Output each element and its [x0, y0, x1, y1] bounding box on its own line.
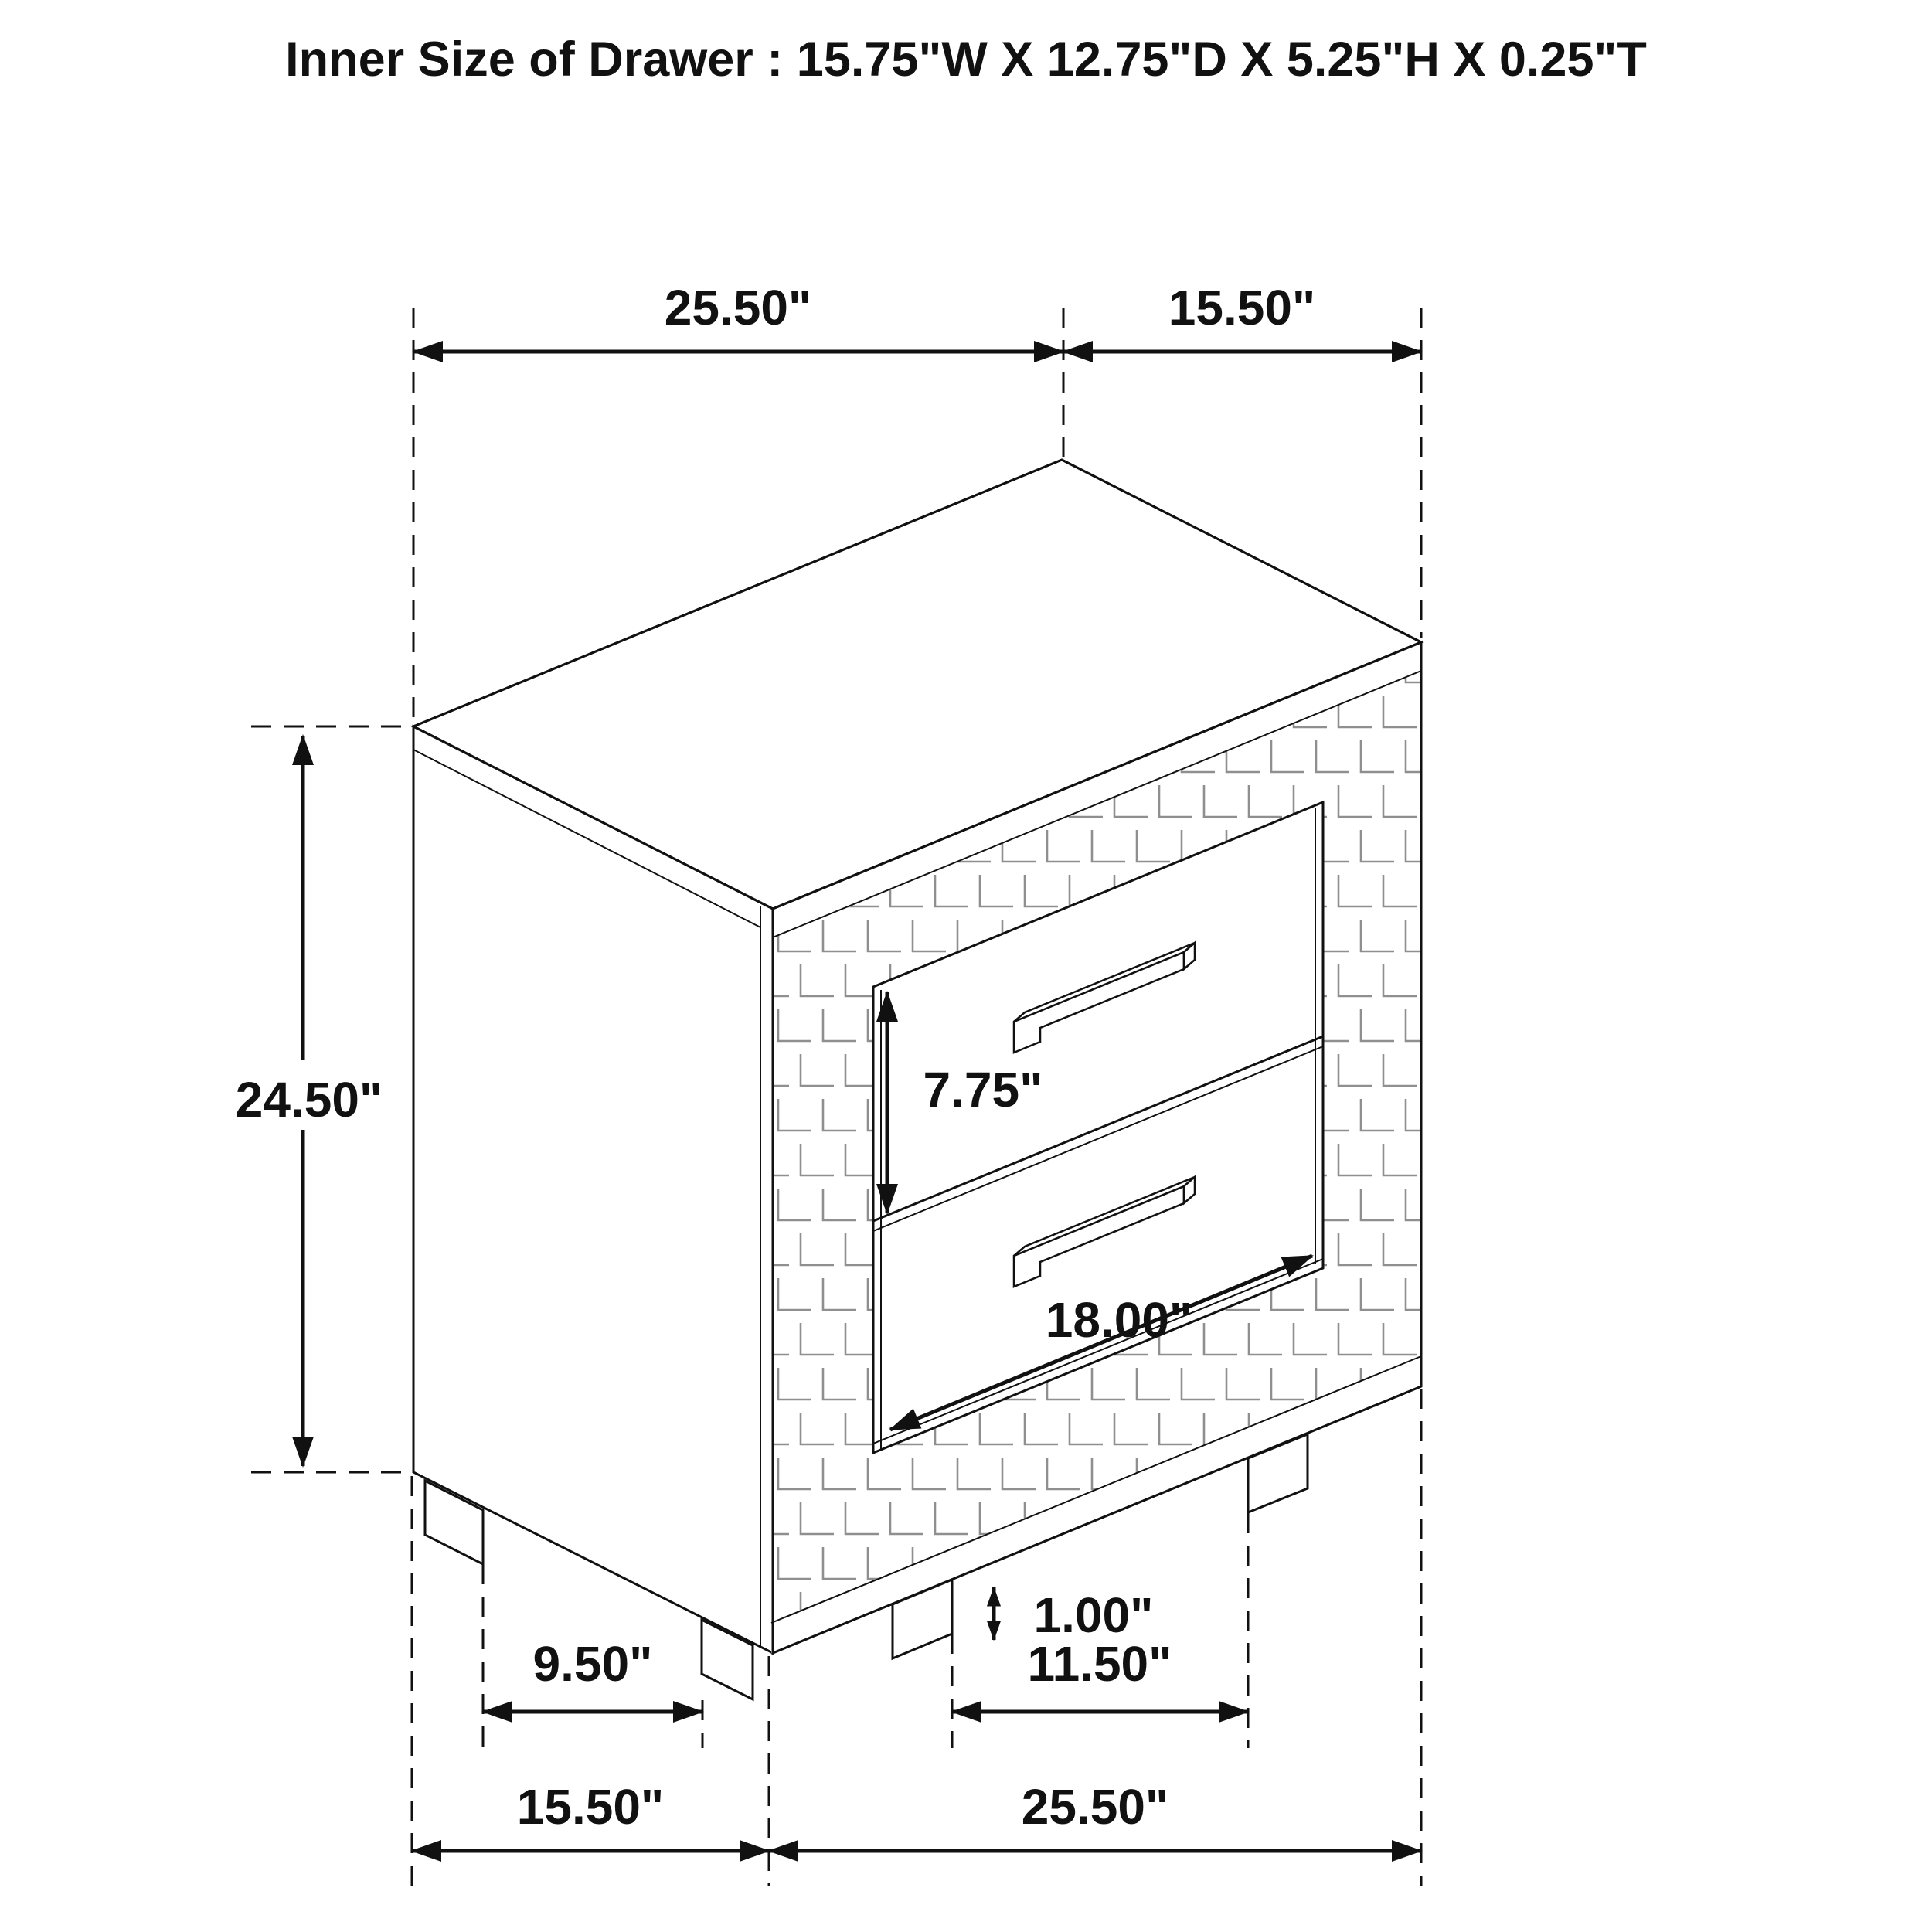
- dimension-label-bottom-width: 25.50": [1021, 1779, 1169, 1835]
- dimension-label-leg-height: 1.00": [1033, 1587, 1154, 1643]
- dimension-label-top-width: 25.50": [664, 280, 812, 335]
- dimension-label-drawer-height: 7.75": [923, 1062, 1043, 1117]
- diagram-title: Inner Size of Drawer : 15.75"W X 12.75"D X 5.25"H X 0.25"T: [285, 32, 1647, 87]
- dimension-label-front-leg-spacing: 11.50": [1027, 1636, 1172, 1692]
- dimension-label-top-depth: 15.50": [1168, 280, 1316, 335]
- dimension-label-bottom-depth: 15.50": [516, 1779, 665, 1835]
- dimension-label-drawer-width: 18.00": [1045, 1292, 1193, 1348]
- dimension-label-side-leg-spacing: 9.50": [532, 1636, 653, 1692]
- dimension-label-overall-height: 24.50": [235, 1072, 383, 1128]
